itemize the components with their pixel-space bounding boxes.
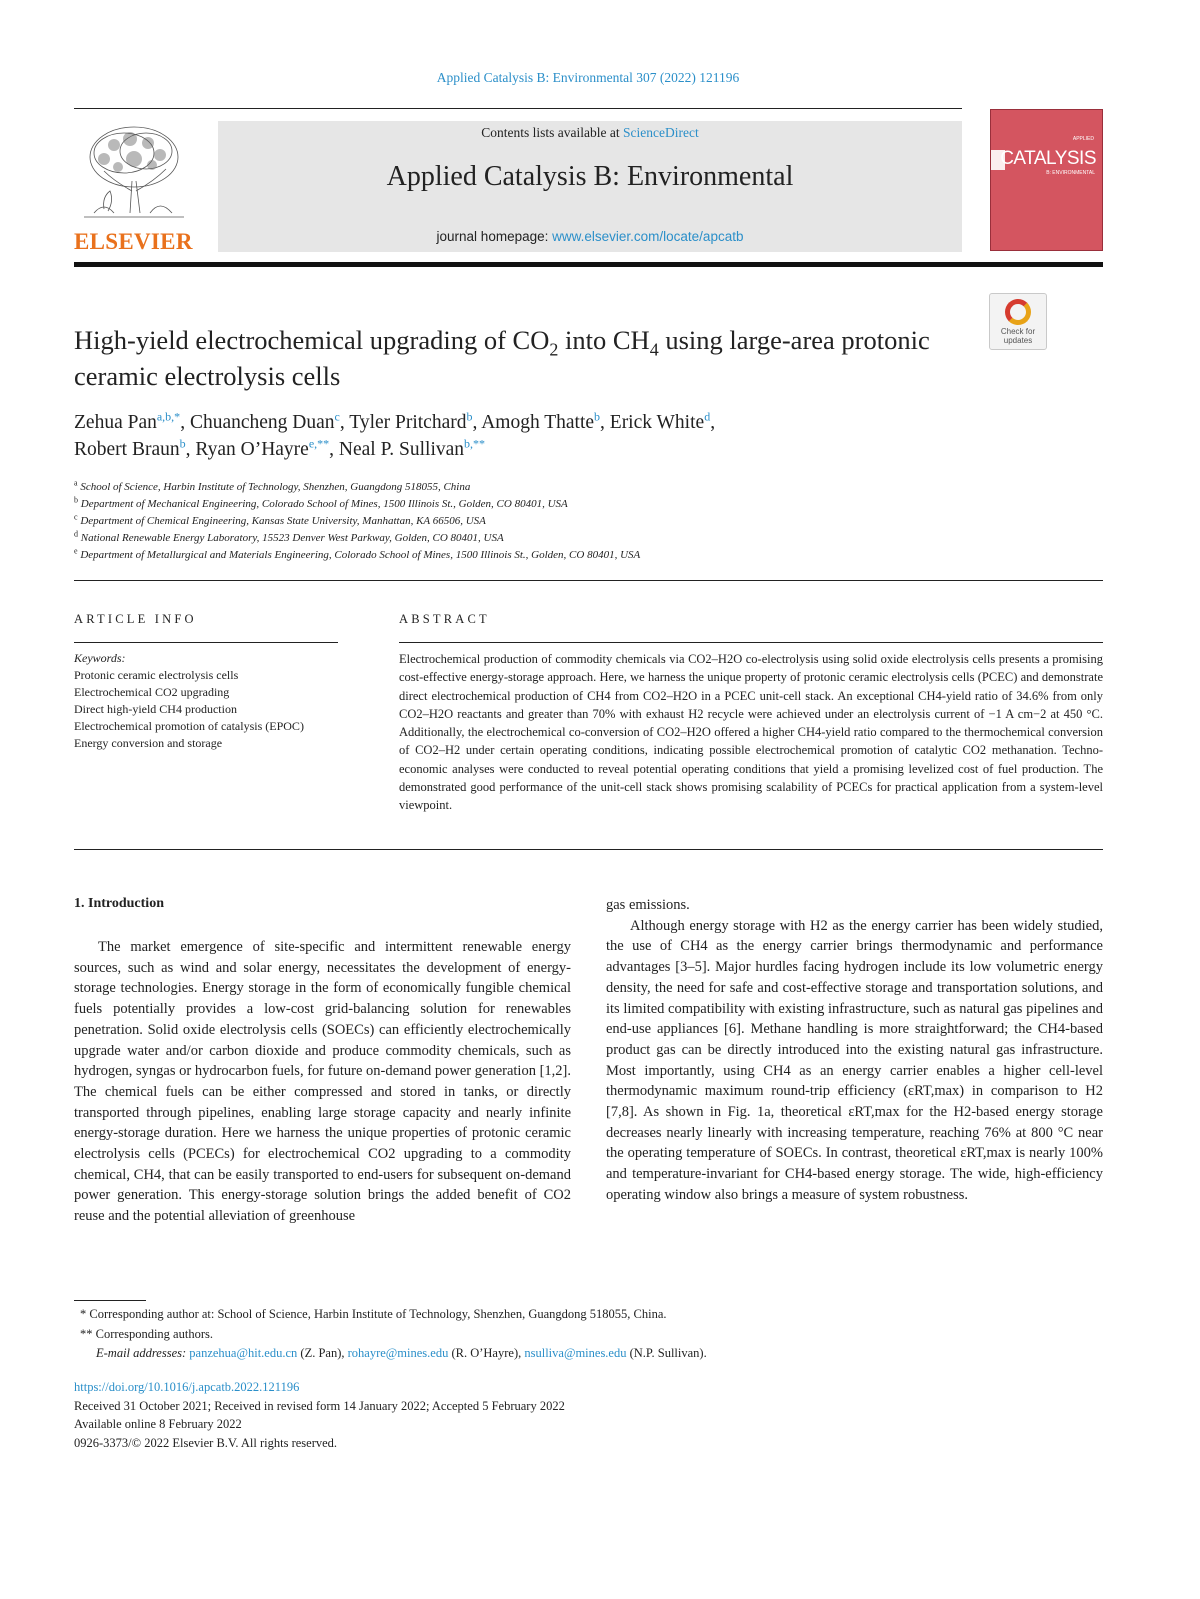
email-owner: (Z. Pan), xyxy=(297,1346,348,1360)
affiliation-item: $^c$ Department of Chemical Engineering, Kansas State University, Manhattan, KA 66506, USA xyxy=(74,512,486,527)
author-name[interactable]: Robert Braun xyxy=(74,439,180,460)
elsevier-wordmark: ELSEVIER xyxy=(74,229,193,254)
journal-cover[interactable] xyxy=(990,109,1103,251)
author-name[interactable]: Zehua Pan xyxy=(74,412,157,433)
journal-homepage xyxy=(218,229,962,244)
email-owner: (R. O’Hayre), xyxy=(448,1346,525,1360)
check-for-updates-button[interactable] xyxy=(989,293,1047,350)
cover-title: CATALYSIS xyxy=(1000,148,1096,169)
article-info-rule xyxy=(74,642,338,643)
email-owner: (N.P. Sullivan). xyxy=(626,1346,707,1360)
keyword-item: Direct high-yield CH4 production xyxy=(74,702,237,716)
elsevier-tree-icon xyxy=(74,121,192,225)
available-online: Available online 8 February 2022 xyxy=(74,1417,242,1431)
affiliation-item: $^d$ National Renewable Energy Laboratory, 15523 Denver West Parkway, Golden, CO 80401, USA xyxy=(74,529,504,544)
footnote-rule xyxy=(74,1300,146,1301)
header-rule xyxy=(74,108,962,109)
article-title: High-yield electrochemical upgrading of $CO_2$ into $CH_4$ using large-area protonic ceramic electrolysis cells xyxy=(74,325,930,391)
author-name[interactable]: Erick White xyxy=(609,412,705,433)
footnote-corresponding-author: * Corresponding author at: School of Science, Harbin Institute of Technology, Shenzhen, Guangdong 518055, China. xyxy=(80,1307,667,1321)
contents-prefix: Contents lists available at xyxy=(481,125,623,140)
keyword-item: Electrochemical promotion of catalysis (EPOC) xyxy=(74,719,304,733)
journal-title: Applied Catalysis B: Environmental xyxy=(386,161,794,192)
author-affiliation-marker[interactable]: e,** xyxy=(308,436,330,451)
author-affiliation-marker[interactable]: c xyxy=(334,409,340,424)
cover-subtitle: B: ENVIRONMENTAL xyxy=(1046,170,1095,176)
author-affiliation-marker[interactable]: b xyxy=(466,409,473,424)
body-column-right xyxy=(606,895,1103,1206)
footnote-emails xyxy=(80,1344,1100,1364)
publication-info xyxy=(74,1378,974,1452)
header-thick-rule xyxy=(74,262,1103,267)
homepage-link[interactable]: www.elsevier.com/locate/apcatb xyxy=(552,229,744,244)
author-affiliation-marker[interactable]: a,b,* xyxy=(156,409,181,424)
journal-banner xyxy=(218,121,962,252)
author-name[interactable]: Ryan O’Hayre xyxy=(195,439,309,460)
email-link[interactable]: rohayre@mines.edu xyxy=(347,1346,449,1360)
article-info-heading: ARTICLE INFO xyxy=(74,612,197,626)
contents-available xyxy=(218,125,962,141)
journal-reference[interactable]: Applied Catalysis B: Environmental 307 (2022) 121196 xyxy=(436,70,740,85)
check-updates-label: Check for updates xyxy=(1000,327,1036,345)
received-dates: Received 31 October 2021; Received in revised form 14 January 2022; Accepted 5 February 2022 xyxy=(74,1398,565,1413)
keyword-item: Energy conversion and storage xyxy=(74,736,223,750)
homepage-prefix: journal homepage: xyxy=(436,229,553,244)
section-heading-introduction: 1. Introduction xyxy=(74,896,164,911)
keywords-label: Keywords: xyxy=(74,651,126,665)
email-link[interactable]: panzehua@hit.edu.cn xyxy=(189,1346,298,1360)
cover-small-text: APPLIED xyxy=(1072,136,1094,142)
author-name[interactable]: Neal P. Sullivan xyxy=(338,439,465,460)
author-affiliation-marker[interactable]: b xyxy=(179,436,186,451)
body-paragraph: The market emergence of site-specific and intermittent renewable energy sources, such as wind and solar energy, necessitates the development of energy-storage technologies. Energy storage in the form of economically fungible chemical fuels potentially provides a low-cost grid-balancing solution for renewables penetration. Solid oxide electrolysis cells (SOECs) can efficiently electrochemically upgrade water and/or carbon dioxide and produce commodity chemicals, such as hydrogen, syngas or hydrocarbon fuels, for future on-demand power generation [1,2]. The chemical fuels can be either compressed and stored in tanks, or directly transported through pipelines, enabling large storage capacity and nearly infinite energy-storage duration. Here we harness the unique properties of protonic ceramic electrolysis cells (PCECs) for electrochemical CO2 upgrading to a commodity chemical, CH4, that can be easily transported to end-users for subsequent on-demand power generation. This energy-storage solution brings the added benefit of CO2 reuse and the potential alleviation of greenhouse xyxy=(74,939,571,1225)
affiliation-rule xyxy=(74,580,1103,581)
affiliation-list xyxy=(74,479,1074,564)
author-name[interactable]: Chuancheng Duan xyxy=(189,412,335,433)
author-affiliation-marker[interactable]: d xyxy=(704,409,711,424)
doi-link[interactable]: https://doi.org/10.1016/j.apcatb.2022.121196 xyxy=(74,1380,300,1394)
author-name[interactable]: Tyler Pritchard xyxy=(349,412,467,433)
elsevier-logo[interactable] xyxy=(74,121,192,253)
body-column-left xyxy=(74,937,571,1227)
check-updates-icon xyxy=(1005,299,1031,325)
affiliation-item: $^a$ School of Science, Harbin Institute of Technology, Shenzhen, Guangdong 518055, China xyxy=(74,478,471,493)
body-paragraph-continued: gas emissions. xyxy=(606,897,690,913)
abstract-heading: ABSTRACT xyxy=(399,612,490,626)
body-paragraph: Although energy storage with H2 as the energy carrier has been widely studied, the use of CH4 as the energy carrier brings thermodynamic and performance advantages [3–5]. Major hurdles facing hydrogen include its low volumetric energy density, the need for safe and cost-effective storage and transportation solutions, and its limited compatibility with existing infrastructure, such as natural gas pipelines and end-use appliances [6]. Methane handling is more straightforward; the CH4-based product gas can be directly introduced into the existing natural gas infrastructure. Most importantly, using CH4 as an energy carrier enables a higher cell-level thermodynamic maximum round-trip efficiency (εRT,max) in comparison to H2 [7,8]. As shown in Fig. 1a, theoretical εRT,max for the H2-based energy storage decreases nearly linearly with increasing temperature, reaching 76% at 800 °C near the operating temperature of SOECs. In contrast, theoretical εRT,max is nearly 100% and temperature-invariant for CH4-based energy storage. The wide, high-efficiency operating window also brings a measure of system robustness. xyxy=(606,917,1103,1203)
email-link[interactable]: nsulliva@mines.edu xyxy=(524,1346,627,1360)
author-name[interactable]: Amogh Thatte xyxy=(481,412,595,433)
author-affiliation-marker[interactable]: b xyxy=(594,409,601,424)
affiliation-item: $^b$ Department of Mechanical Engineering, Colorado School of Mines, 1500 Illinois St., Golden, CO 80401, USA xyxy=(74,495,568,510)
abstract-rule xyxy=(399,642,1103,643)
author-list: Zehua Pan$^{a,b,*}$, Chuancheng Duan$^c$, Tyler Pritchard$^b$, Amogh Thatte$^b$, Erick White$^d$, Robert Braun$^b$, Ryan O’Hayre$^{e,**}$, Neal P. Sullivan$^{b,**}$ xyxy=(74,409,716,460)
keyword-item: Protonic ceramic electrolysis cells xyxy=(74,668,239,682)
copyright: 0926-3373/© 2022 Elsevier B.V. All rights reserved. xyxy=(74,1435,338,1450)
keywords-block xyxy=(74,650,354,752)
abstract-bottom-rule xyxy=(74,849,1103,850)
abstract-text: Electrochemical production of commodity chemicals via CO2–H2O co-electrolysis using solid oxide electrolysis cells presents a promising cost-effective energy-storage approach. Here, we harness the unique property of protonic ceramic electrolysis cells (PCEC) and demonstrate direct electrochemical production of CH4 from CO2–H2O in a PCEC unit-cell stack. An exceptional CH4-yield ratio of 34.6% from only CO2–H2O reactants and greater than 70% with exhaust H2 recycle were achieved under an electrolysis current of −1 A cm−2 at 450 °C. Additionally, the electrochemical co-conversion of CO2–H2O offered a higher CH4-yield ratio compared to the thermochemical conversion of CO2–H2 under certain operating conditions, indicating possible electrochemical promotion of catalytic CO2 methanation. Techno-economic analyses were conducted to reveal potential operating conditions that yield a promising levelized cost of fuel production. The demonstrated good performance of the unit-cell stack shows promising scalability of PCECs for practical application from a system-level viewpoint. xyxy=(399,652,1103,813)
footnotes xyxy=(80,1305,1100,1364)
sciencedirect-link[interactable]: ScienceDirect xyxy=(623,125,699,140)
affiliation-item: $^e$ Department of Metallurgical and Materials Engineering, Colorado School of Mines, 1500 Illinois St., Golden, CO 80401, USA xyxy=(74,546,641,561)
author-affiliation-marker[interactable]: b,** xyxy=(464,436,486,451)
footnote-corresponding-authors: ** Corresponding authors. xyxy=(80,1326,213,1341)
email-label: E-mail addresses: xyxy=(96,1346,187,1360)
keyword-item: Electrochemical CO2 upgrading xyxy=(74,685,230,699)
